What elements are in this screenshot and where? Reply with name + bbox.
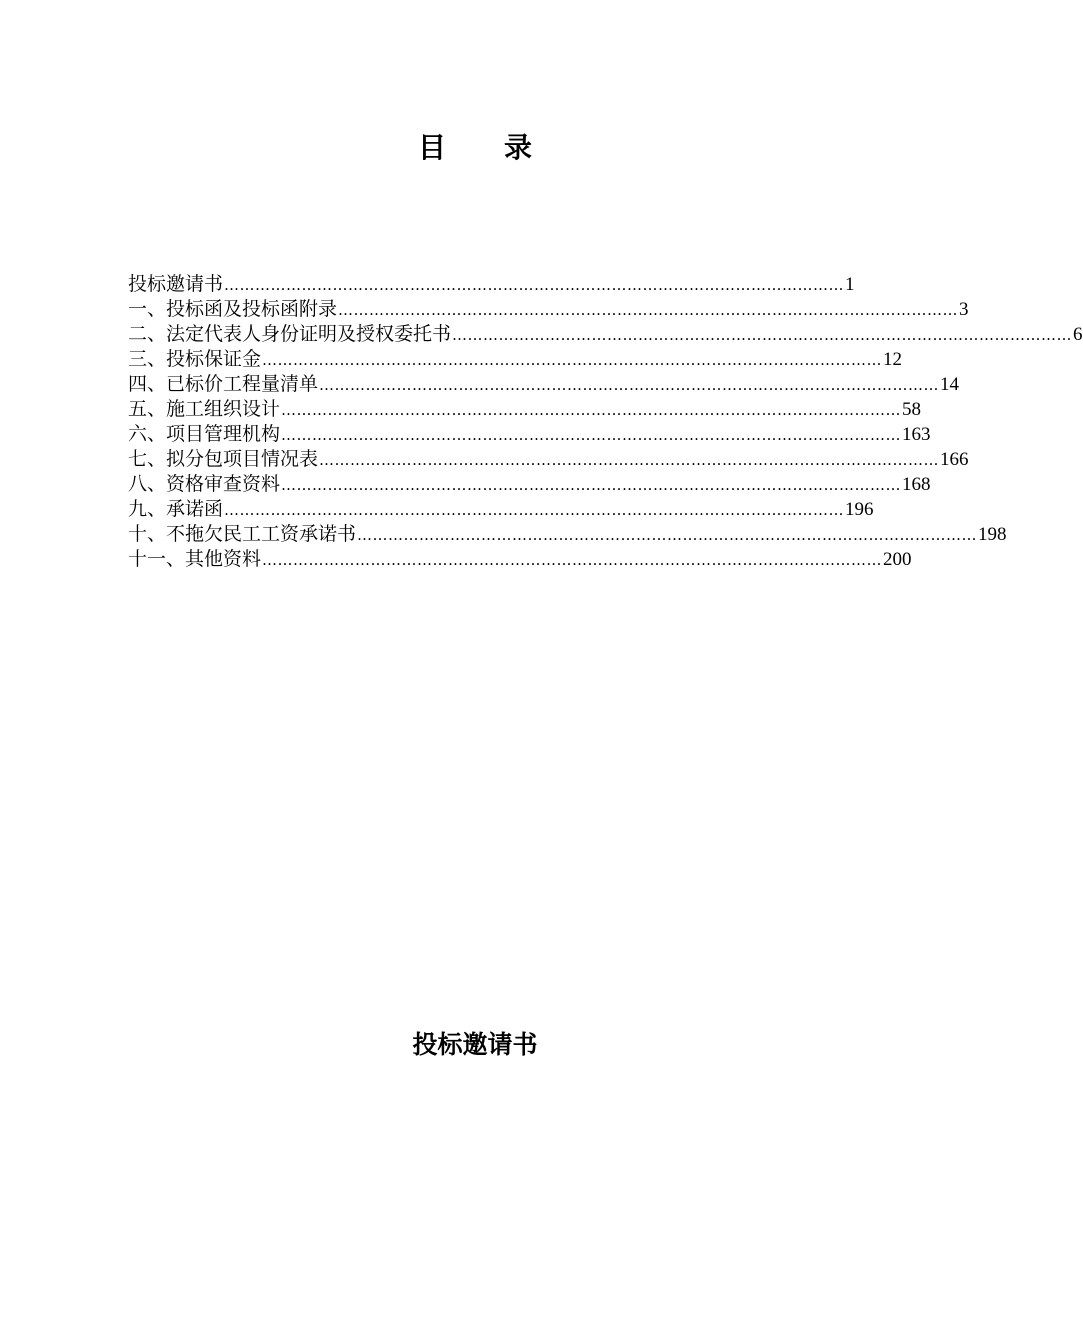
toc-entry-label: 六、项目管理机构 — [128, 423, 281, 445]
toc-entry-page: 198 — [978, 524, 1007, 545]
toc-entry-label: 七、拟分包项目情况表 — [128, 448, 319, 470]
toc-title-char-2: 录 — [504, 131, 533, 164]
toc-title — [0, 128, 950, 168]
toc-leader: ………………………………………………………………………………………………………… — [319, 376, 940, 394]
toc-entry-page: 200 — [883, 549, 912, 570]
toc-entry[interactable] — [128, 497, 874, 522]
toc-entry-page: 163 — [902, 424, 931, 445]
toc-entry-label: 九、承诺函 — [128, 498, 224, 520]
toc-entry-label: 十一、其他资料 — [128, 548, 262, 570]
toc-entry[interactable] — [128, 422, 931, 447]
toc-leader: ………………………………………………………………………………………………………… — [281, 401, 902, 419]
toc-entry[interactable] — [128, 347, 903, 372]
toc-entry-page: 14 — [940, 374, 960, 395]
toc-entry[interactable] — [128, 297, 969, 322]
toc-entry[interactable] — [128, 322, 1083, 347]
toc-entry[interactable] — [128, 397, 922, 422]
toc-entry-label: 八、资格审查资料 — [128, 473, 281, 495]
toc-entry-page: 6 — [1073, 324, 1083, 345]
section-title: 投标邀请书 — [412, 1030, 538, 1059]
toc-entry-page: 58 — [902, 399, 922, 420]
toc-list — [128, 272, 1083, 572]
toc-entry[interactable] — [128, 372, 960, 397]
toc-leader: ………………………………………………………………………………………………………… — [281, 426, 902, 444]
toc-entry-page: 166 — [940, 449, 969, 470]
toc-entry-page: 12 — [883, 349, 903, 370]
toc-entry-label: 投标邀请书 — [128, 273, 224, 295]
toc-leader: ………………………………………………………………………………………………………… — [281, 476, 902, 494]
toc-leader: ………………………………………………………………………………………………………… — [452, 326, 1073, 344]
toc-leader: ………………………………………………………………………………………………………… — [224, 276, 845, 294]
toc-title-char-1: 目 — [417, 131, 446, 164]
toc-entry-label: 四、已标价工程量清单 — [128, 373, 319, 395]
toc-entry-label: 五、施工组织设计 — [128, 398, 281, 420]
toc-entry-page: 1 — [845, 274, 855, 295]
toc-entry-page: 168 — [902, 474, 931, 495]
toc-entry-label: 一、投标函及投标函附录 — [128, 298, 338, 320]
toc-leader: ………………………………………………………………………………………………………… — [262, 351, 883, 369]
toc-leader: ………………………………………………………………………………………………………… — [262, 551, 883, 569]
toc-entry[interactable] — [128, 472, 931, 497]
toc-entry[interactable] — [128, 522, 1007, 547]
toc-entry-page: 196 — [845, 499, 874, 520]
toc-entry[interactable] — [128, 547, 912, 572]
toc-entry-page: 3 — [959, 299, 969, 320]
toc-entry-label: 三、投标保证金 — [128, 348, 262, 370]
toc-leader: ………………………………………………………………………………………………………… — [224, 501, 845, 519]
toc-leader: ………………………………………………………………………………………………………… — [357, 526, 978, 544]
toc-entry[interactable] — [128, 272, 855, 297]
toc-entry[interactable] — [128, 447, 969, 472]
toc-entry-label: 十、不拖欠民工工资承诺书 — [128, 523, 357, 545]
toc-entry-label: 二、法定代表人身份证明及授权委托书 — [128, 323, 452, 345]
toc-leader: ………………………………………………………………………………………………………… — [319, 451, 940, 469]
toc-leader: ………………………………………………………………………………………………………… — [338, 301, 959, 319]
